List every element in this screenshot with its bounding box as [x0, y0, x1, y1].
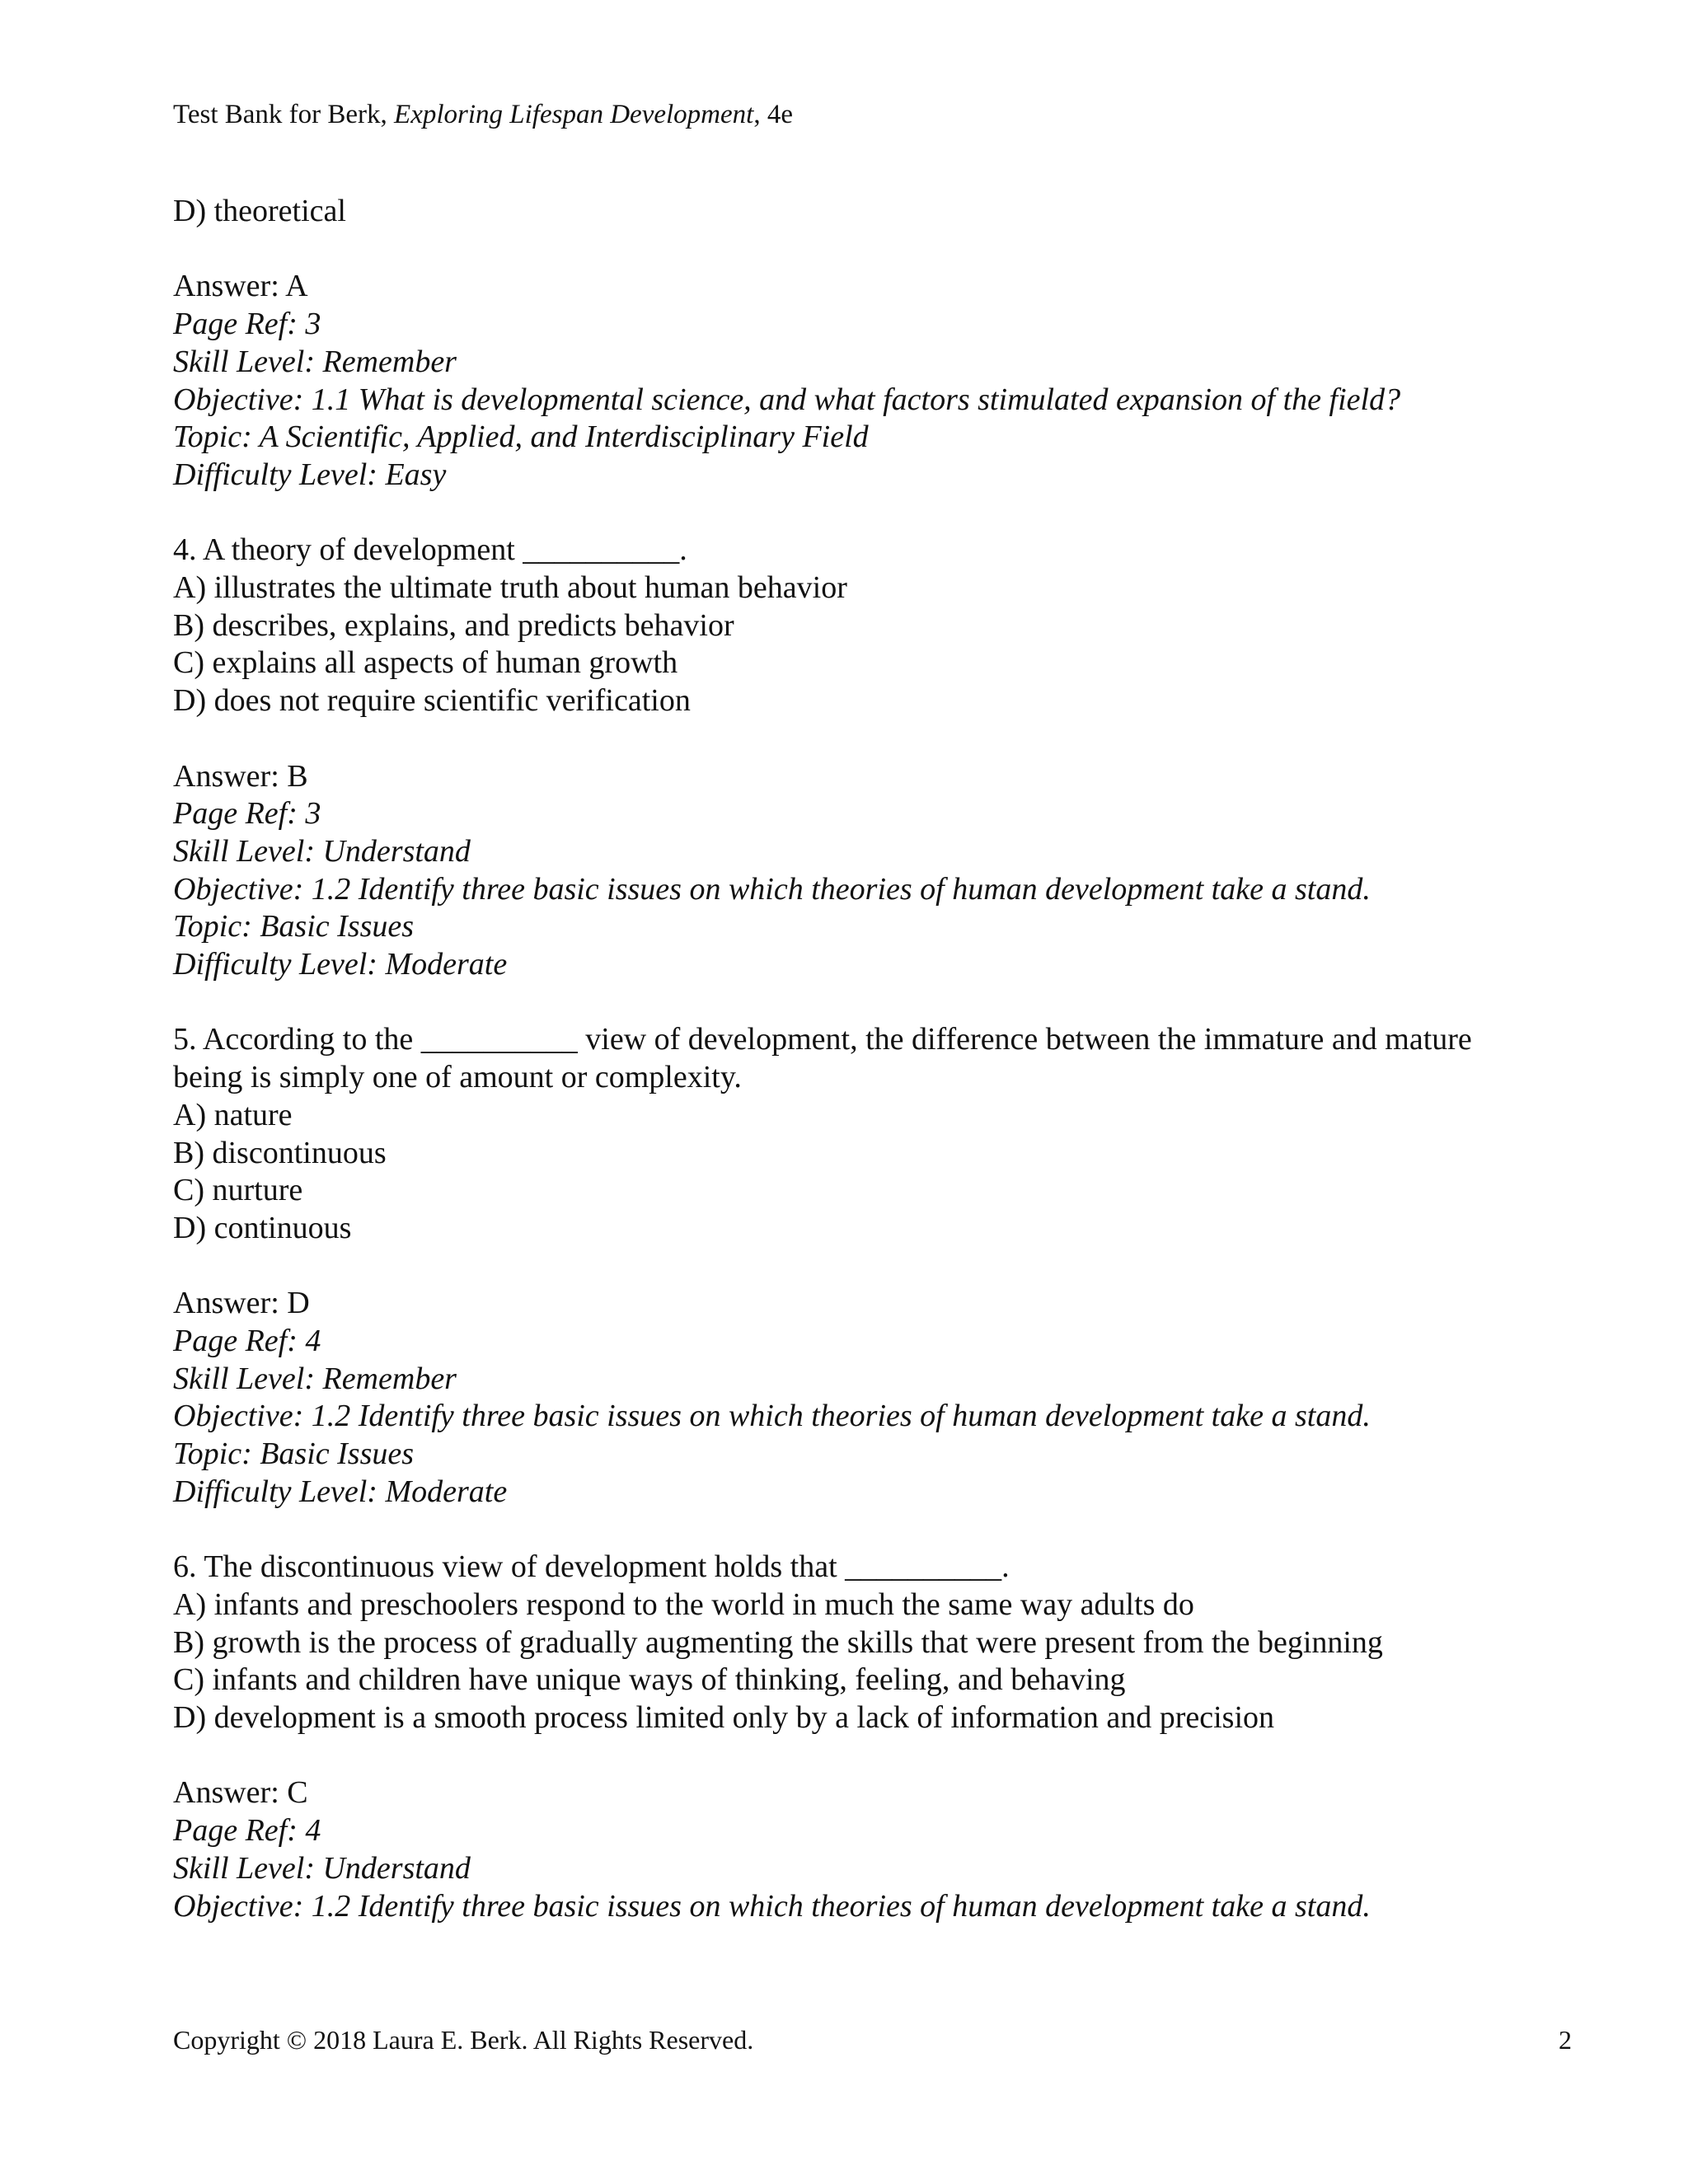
header-prefix: Test Bank for Berk,: [173, 100, 395, 129]
answer-line: Answer: A: [173, 269, 308, 304]
page-header: [173, 96, 793, 134]
header-suffix: , 4e: [753, 100, 793, 129]
answer-line: Answer: C: [173, 1775, 308, 1811]
page-ref: Page Ref: 3: [173, 796, 321, 832]
option-c: C) explains all aspects of human growth: [173, 645, 678, 681]
page-number: 2: [1559, 2025, 1572, 2055]
question-stem: 4. A theory of development __________.: [173, 532, 687, 568]
objective: Objective: 1.2 Identify three basic issues on which theories of human development take a stand.: [173, 1888, 1371, 1924]
question-stem: 6. The discontinuous view of development holds that __________.: [173, 1549, 1010, 1585]
page-ref: Page Ref: 4: [173, 1813, 321, 1849]
spacer: [173, 984, 1574, 1022]
question-stem-line-1: 5. According to the __________ view of development, the difference between the immature and mature: [173, 1022, 1472, 1057]
difficulty-level: Difficulty Level: Easy: [173, 457, 447, 492]
spacer: [173, 720, 1574, 758]
option-a: A) nature: [173, 1097, 293, 1132]
topic: Topic: A Scientific, Applied, and Interdisciplinary Field: [173, 419, 869, 455]
spacer: [173, 1737, 1574, 1775]
topic: Topic: Basic Issues: [173, 909, 415, 944]
page-ref: Page Ref: 4: [173, 1324, 321, 1359]
objective: Objective: 1.2 Identify three basic issues on which theories of human development take a stand.: [173, 1399, 1371, 1434]
spacer: [173, 1248, 1574, 1286]
option-b: B) growth is the process of gradually augmenting the skills that were present from the beginning: [173, 1624, 1383, 1660]
option-d: D) theoretical: [173, 194, 346, 228]
difficulty-level: Difficulty Level: Moderate: [173, 1474, 508, 1509]
option-a: A) illustrates the ultimate truth about human behavior: [173, 570, 847, 605]
page-footer: [173, 2022, 1572, 2058]
topic: Topic: Basic Issues: [173, 1436, 415, 1472]
page-ref: Page Ref: 3: [173, 307, 321, 342]
document-body: [173, 193, 1574, 1925]
objective: Objective: 1.1 What is developmental science, and what factors stimulated expansion of the field?: [173, 382, 1401, 417]
answer-line: Answer: B: [173, 758, 308, 794]
answer-line: Answer: D: [173, 1286, 310, 1321]
header-book-title: Exploring Lifespan Development: [394, 100, 754, 129]
option-d: D) development is a smooth process limited only by a lack of information and precision: [173, 1700, 1275, 1736]
objective: Objective: 1.2 Identify three basic issues on which theories of human development take a stand.: [173, 871, 1371, 907]
option-d: D) does not require scientific verification: [173, 683, 691, 719]
skill-level: Skill Level: Understand: [173, 1850, 471, 1886]
skill-level: Skill Level: Remember: [173, 344, 457, 379]
option-c: C) nurture: [173, 1173, 303, 1208]
option-b: B) discontinuous: [173, 1135, 387, 1170]
difficulty-level: Difficulty Level: Moderate: [173, 947, 508, 982]
spacer: [173, 231, 1574, 269]
question-5: [173, 1021, 1574, 1511]
question-stem-line-2: being is simply one of amount or complexity.: [173, 1060, 742, 1095]
question-4: [173, 532, 1574, 983]
option-a: A) infants and preschoolers respond to the world in much the same way adults do: [173, 1586, 1194, 1622]
option-c: C) infants and children have unique ways of thinking, feeling, and behaving: [173, 1662, 1126, 1698]
spacer: [173, 1511, 1574, 1549]
skill-level: Skill Level: Remember: [173, 1361, 457, 1396]
skill-level: Skill Level: Understand: [173, 833, 471, 869]
question-6: [173, 1549, 1574, 1925]
question-3-continued: [173, 193, 1574, 494]
spacer: [173, 494, 1574, 532]
option-d: D) continuous: [173, 1210, 352, 1245]
copyright-notice: Copyright © 2018 Laura E. Berk. All Rights Reserved.: [173, 2025, 754, 2055]
option-b: B) describes, explains, and predicts behavior: [173, 607, 734, 643]
